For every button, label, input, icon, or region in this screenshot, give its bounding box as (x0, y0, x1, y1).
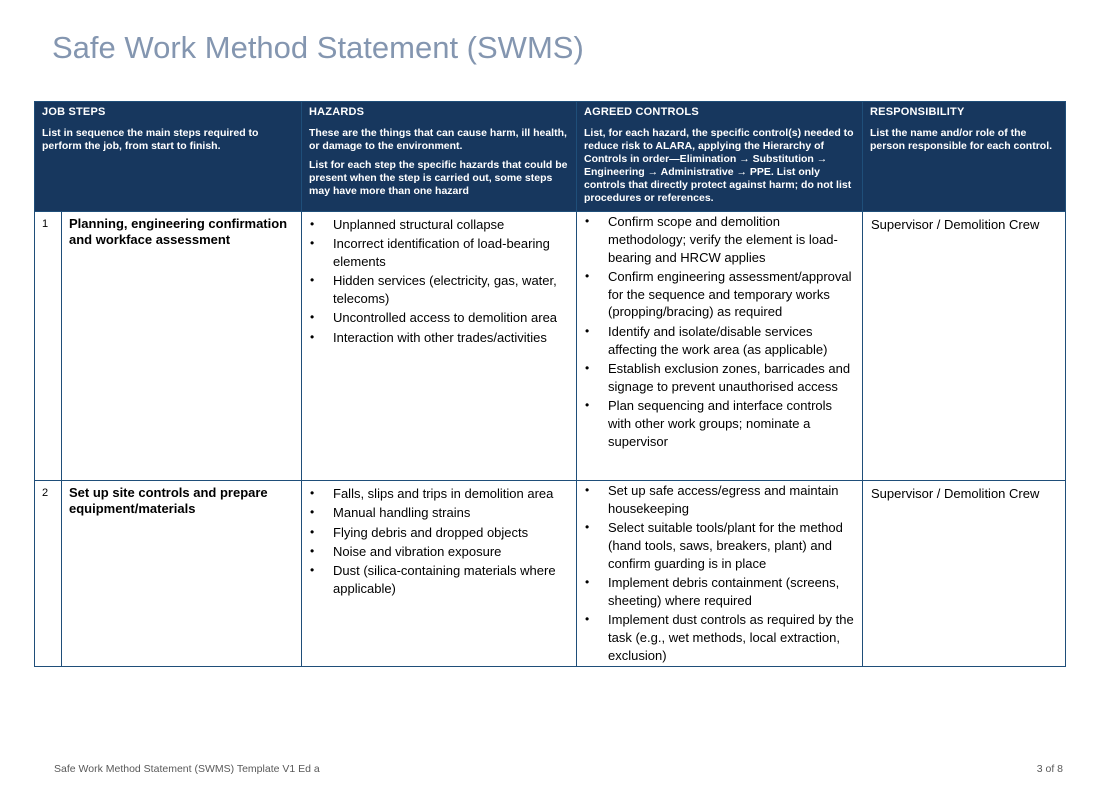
step-number: 2 (35, 481, 62, 667)
header-responsibility-desc: List the name and/or role of the person responsible for each control. (870, 127, 1053, 152)
header-hazards-desc-1: These are the things that can cause harm, ill health, or damage to the environment. (309, 127, 567, 152)
hazard-item: • Unplanned structural collapse (308, 216, 570, 234)
table-row (35, 481, 1066, 667)
footer-page-number: 3 of 8 (1036, 763, 1063, 775)
hazard-item: • Dust (silica-containing materials where applicable) (308, 562, 570, 598)
control-item: • Set up safe access/egress and maintain housekeeping (583, 482, 856, 518)
header-controls (577, 102, 863, 212)
controls-list (583, 482, 856, 664)
control-item: • Implement debris containment (screens, sheeting) where required (583, 574, 856, 610)
hazard-item: • Interaction with other trades/activities (308, 329, 570, 347)
header-hazards (302, 102, 577, 212)
controls-cell (577, 212, 863, 481)
hazard-item: • Falls, slips and trips in demolition area (308, 485, 570, 503)
header-job-steps-desc: List in sequence the main steps required to perform the job, from start to finish. (42, 127, 259, 152)
header-responsibility (863, 102, 1066, 212)
control-item: • Confirm scope and demolition methodology; verify the element is load-bearing and HRCW applies (583, 213, 856, 266)
hazards-list (308, 216, 570, 347)
page-title: Safe Work Method Statement (SWMS) (52, 30, 584, 65)
hazards-cell (302, 212, 577, 481)
controls-list (583, 213, 856, 450)
hazard-item: • Flying debris and dropped objects (308, 524, 570, 542)
control-item: • Select suitable tools/plant for the method (hand tools, saws, breakers, plant) and confirm guarding is in place (583, 519, 856, 572)
hazard-item: • Manual handling strains (308, 504, 570, 522)
hazard-item: • Noise and vibration exposure (308, 543, 570, 561)
table-header-row (35, 102, 1066, 212)
controls-cell (577, 481, 863, 667)
control-item: • Identify and isolate/disable services affecting the work area (as applicable) (583, 323, 856, 359)
footer-document-name: Safe Work Method Statement (SWMS) Template V1 Ed a (54, 763, 320, 775)
responsibility-cell: Supervisor / Demolition Crew (863, 481, 1066, 667)
step-description: Planning, engineering confirmation and workface assessment (62, 212, 302, 481)
hazard-item: • Uncontrolled access to demolition area (308, 309, 570, 327)
header-hazards-desc-2: List for each step the specific hazards that could be present when the step is carried out, some steps may have more than one hazard (309, 159, 568, 197)
header-controls-title: AGREED CONTROLS (584, 106, 699, 118)
control-item: • Plan sequencing and interface controls with other work groups; nominate a supervisor (583, 397, 856, 450)
control-item: • Establish exclusion zones, barricades and signage to prevent unauthorised access (583, 360, 856, 396)
header-controls-desc: List, for each hazard, the specific control(s) needed to reduce risk to ALARA, applying the Hierarchy of Controls in order—Elimination → Substitution → Engineering → Administrative → PPE. List only controls that directly protect against harm; do not list procedures or references. (584, 127, 854, 204)
swms-table (34, 101, 1066, 667)
responsibility-cell: Supervisor / Demolition Crew (863, 212, 1066, 481)
table-row (35, 212, 1066, 481)
control-item: • Confirm engineering assessment/approval for the sequence and temporary works (propping/bracing) as required (583, 268, 856, 321)
step-number: 1 (35, 212, 62, 481)
hazard-item: • Incorrect identification of load-bearing elements (308, 235, 570, 271)
hazard-item: • Hidden services (electricity, gas, water, telecoms) (308, 272, 570, 308)
hazards-list (308, 485, 570, 598)
step-description: Set up site controls and prepare equipment/materials (62, 481, 302, 667)
header-responsibility-title: RESPONSIBILITY (870, 106, 965, 118)
control-item: • Implement dust controls as required by the task (e.g., wet methods, local extraction, exclusion) (583, 611, 856, 664)
header-job-steps-title: JOB STEPS (42, 106, 106, 118)
header-job-steps (35, 102, 302, 212)
header-hazards-title: HAZARDS (309, 106, 365, 118)
hazards-cell (302, 481, 577, 667)
